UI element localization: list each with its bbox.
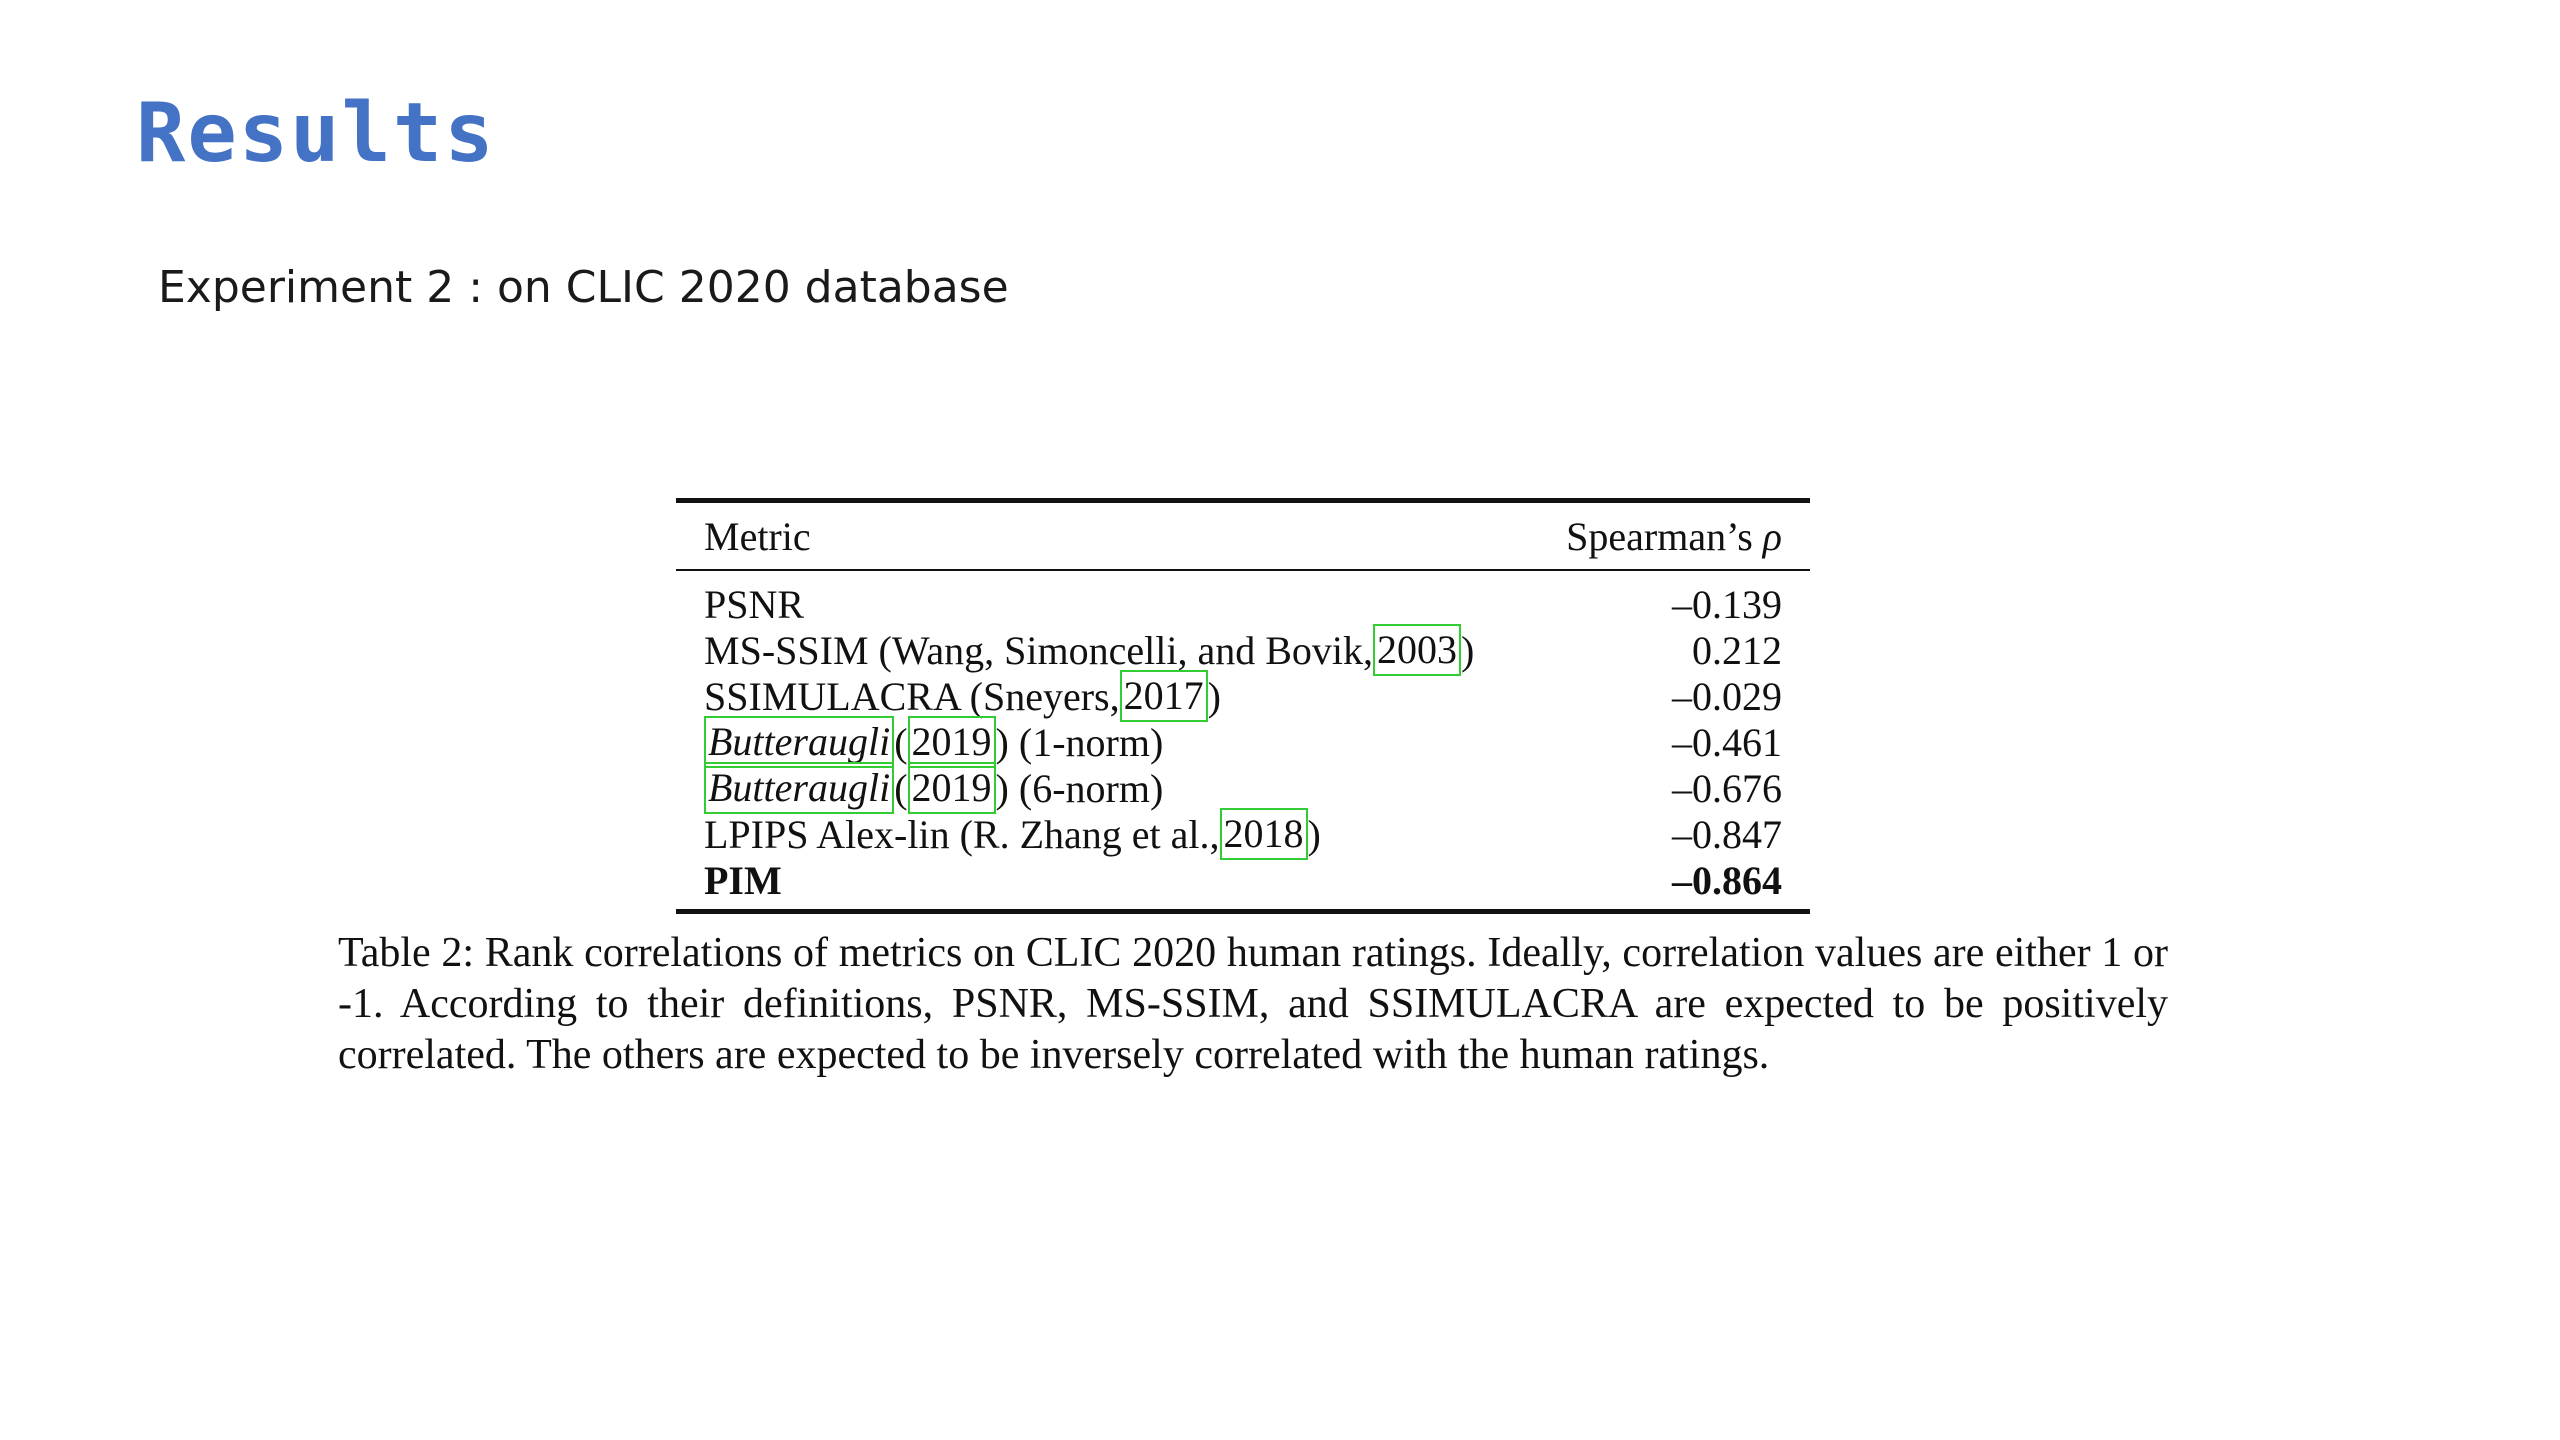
table-bottom-rule: [676, 909, 1810, 914]
metric-text: PSNR: [704, 581, 805, 627]
metric-text-post: ): [1307, 811, 1321, 857]
citation-link[interactable]: Butteraugli: [704, 716, 894, 768]
table-row: [676, 719, 1810, 765]
metric-cell: [704, 857, 782, 904]
citation-year-link[interactable]: 2019: [908, 762, 996, 814]
metric-text-post: ) (6-norm): [995, 765, 1164, 811]
spearman-value: –0.847: [1672, 811, 1782, 857]
table-row: [676, 673, 1810, 719]
header-metric: Metric: [704, 513, 811, 559]
header-spearman-label: Spearman’s: [1566, 513, 1763, 559]
table-row: [676, 581, 1810, 627]
metric-text-post: ): [1461, 627, 1475, 673]
citation-year-link[interactable]: 2019: [908, 716, 996, 768]
metric-text: SSIMULACRA (Sneyers,: [704, 673, 1120, 719]
citation-year-link[interactable]: 2003: [1373, 624, 1461, 676]
slide-title: Results: [136, 86, 496, 181]
results-table: [676, 498, 1810, 914]
table-row: [676, 765, 1810, 811]
metric-cell: [704, 624, 1474, 676]
spearman-value: –0.676: [1672, 765, 1782, 811]
table-header-row: [676, 503, 1810, 569]
spearman-value: –0.461: [1672, 719, 1782, 765]
slide-subtitle: Experiment 2 : on CLIC 2020 database: [158, 262, 1009, 313]
citation-year-link[interactable]: 2018: [1220, 808, 1308, 860]
metric-text-post: ) (1-norm): [995, 719, 1164, 765]
metric-cell: [704, 762, 1163, 814]
table-row: [676, 811, 1810, 857]
metric-text: PIM: [704, 857, 782, 903]
spearman-value: 0.212: [1692, 627, 1782, 673]
metric-text-post: ): [1207, 673, 1221, 719]
rho-symbol: ρ: [1762, 513, 1782, 559]
spearman-value: –0.139: [1672, 581, 1782, 627]
metric-text: LPIPS Alex-lin (R. Zhang et al.,: [704, 811, 1220, 857]
metric-text: MS-SSIM (Wang, Simoncelli, and Bovik,: [704, 627, 1374, 673]
citation-link[interactable]: Butteraugli: [704, 762, 894, 814]
metric-cell: [704, 581, 804, 628]
citation-year-link[interactable]: 2017: [1120, 670, 1208, 722]
table-caption: Table 2: Rank correlations of metrics on CLIC 2020 human ratings. Ideally, correlation values are either 1 or -1. According to their definitions, PSNR, MS-SSIM, and SSIMULACRA are expected to be positively correlated. The others are expected to be inversely correlated with the human ratings.: [338, 930, 2168, 1078]
metric-cell: [704, 670, 1221, 722]
table-row: [676, 857, 1810, 903]
spearman-value: –0.864: [1672, 857, 1782, 903]
metric-text-mid: (: [894, 765, 908, 811]
metric-cell: [704, 808, 1321, 860]
header-spearman: [1566, 513, 1782, 560]
table-body: [676, 571, 1810, 909]
table-row: [676, 627, 1810, 673]
metric-cell: [704, 716, 1163, 768]
metric-text-mid: (: [894, 719, 908, 765]
spearman-value: –0.029: [1672, 673, 1782, 719]
